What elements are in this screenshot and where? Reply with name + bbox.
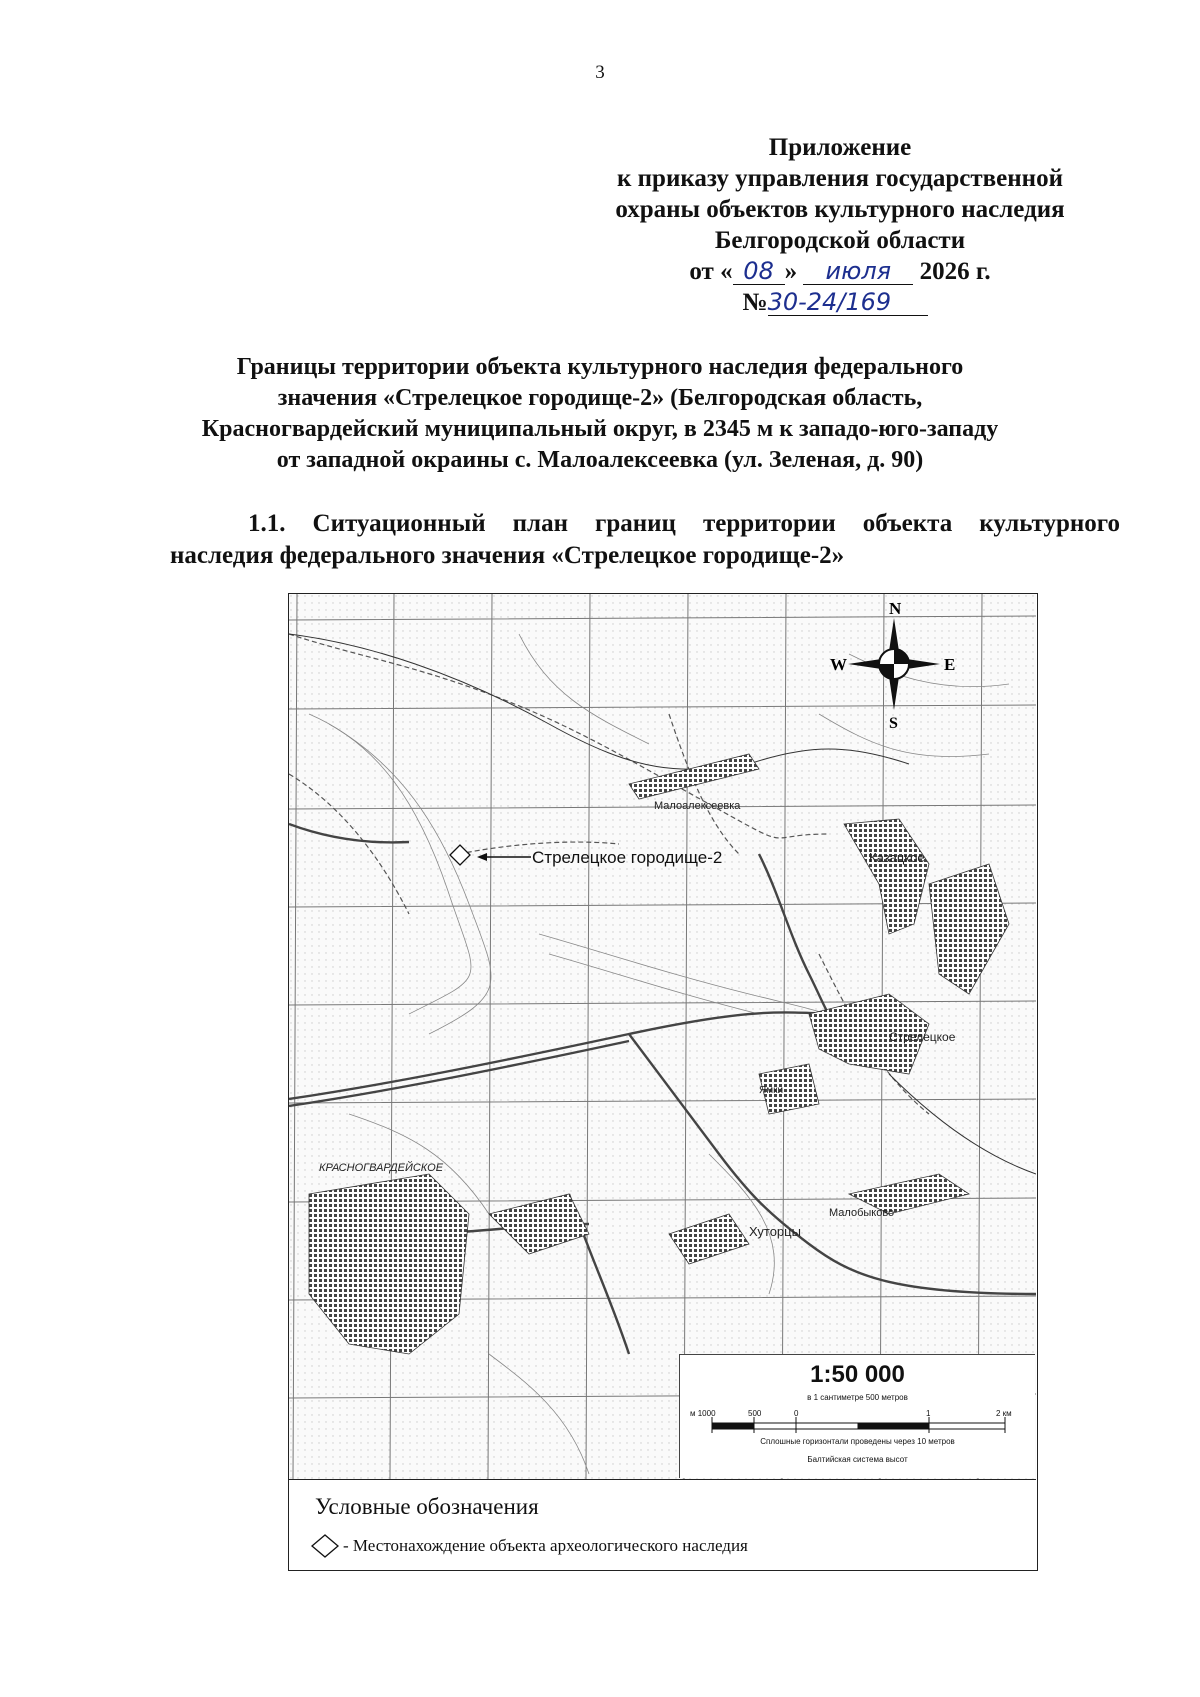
map-legend	[289, 1479, 1036, 1569]
scale-cm-note: в 1 сантиметре 500 метров	[807, 1393, 908, 1402]
scale-tick: 2 км	[996, 1409, 1012, 1418]
section-heading-line: 1.1. Ситуационный план границ территории объекта культурного	[248, 510, 1120, 537]
height-system-note: Балтийская система высот	[807, 1455, 908, 1464]
appendix-number	[550, 287, 1120, 318]
place-khutortsy: Хуторцы	[749, 1224, 801, 1239]
heading-line: от западной окраины с. Малоалексеевка (ул. Зеленая, д. 90)	[276, 447, 924, 473]
scale-tick: 500	[748, 1409, 762, 1418]
document-heading	[150, 352, 1050, 476]
heading-line: Границы территории объекта культурного наследия федерального	[236, 354, 964, 380]
place-krasnogvardeyskoe: КРАСНОГВАРДЕЙСКОЕ	[319, 1162, 444, 1174]
scale-tick: 1	[926, 1409, 931, 1418]
handwritten-number: 30-24/169	[767, 288, 892, 316]
handwritten-day: 08	[743, 257, 774, 285]
section-heading	[170, 508, 1120, 572]
legend-item	[309, 1532, 748, 1560]
page-number: 3	[595, 62, 605, 83]
compass-s: S	[889, 715, 898, 732]
scale-ratio: 1:50 000	[810, 1361, 905, 1388]
situational-plan-map	[288, 593, 1038, 1571]
place-maloalekseevka: Малоалексеевка	[654, 800, 741, 812]
place-yamki: Ямки	[759, 1085, 784, 1096]
appendix-block	[560, 132, 1120, 318]
compass-e: E	[944, 655, 956, 674]
diamond-site-icon	[309, 1532, 341, 1560]
site-label: Стрелецкое городище-2	[532, 848, 723, 867]
handwritten-month: июля	[825, 257, 892, 285]
place-kazatskoe: Казацкое	[869, 850, 925, 865]
number-prefix: №	[742, 289, 768, 316]
heading-line: Красногвардейский муниципальный округ, в 2345 м к западо-юго-западу	[201, 416, 999, 442]
appendix-title: Приложение	[768, 134, 912, 161]
contour-note: Сплошные горизонтали проведены через 10 метров	[760, 1437, 955, 1446]
legend-item-label: - Местонахождение объекта археологического наследия	[343, 1536, 748, 1555]
scale-tick: 0	[794, 1409, 799, 1418]
appendix-date	[560, 256, 1120, 287]
place-streletskoe: Стрелецкое	[889, 1030, 956, 1044]
topographic-map	[289, 594, 1036, 1479]
legend-title: Условные обозначения	[315, 1494, 539, 1519]
place-malobykovo: Малобыково	[829, 1207, 895, 1219]
appendix-line: к приказу управления государственной	[616, 165, 1063, 192]
compass-w: W	[830, 655, 847, 674]
compass-n: N	[889, 599, 902, 618]
date-year: 2026 г.	[919, 258, 991, 285]
scale-box	[679, 1354, 1035, 1478]
date-prefix: от «	[689, 258, 733, 285]
heading-line: значения «Стрелецкое городище-2» (Белгородская область,	[277, 385, 923, 411]
scale-tick: м 1000	[690, 1409, 716, 1418]
appendix-line: Белгородской области	[714, 227, 966, 254]
date-mid: »	[784, 258, 798, 285]
section-heading-line: наследия федерального значения «Стрелецкое городище-2»	[170, 542, 845, 569]
appendix-line: охраны объектов культурного наследия	[615, 196, 1065, 223]
